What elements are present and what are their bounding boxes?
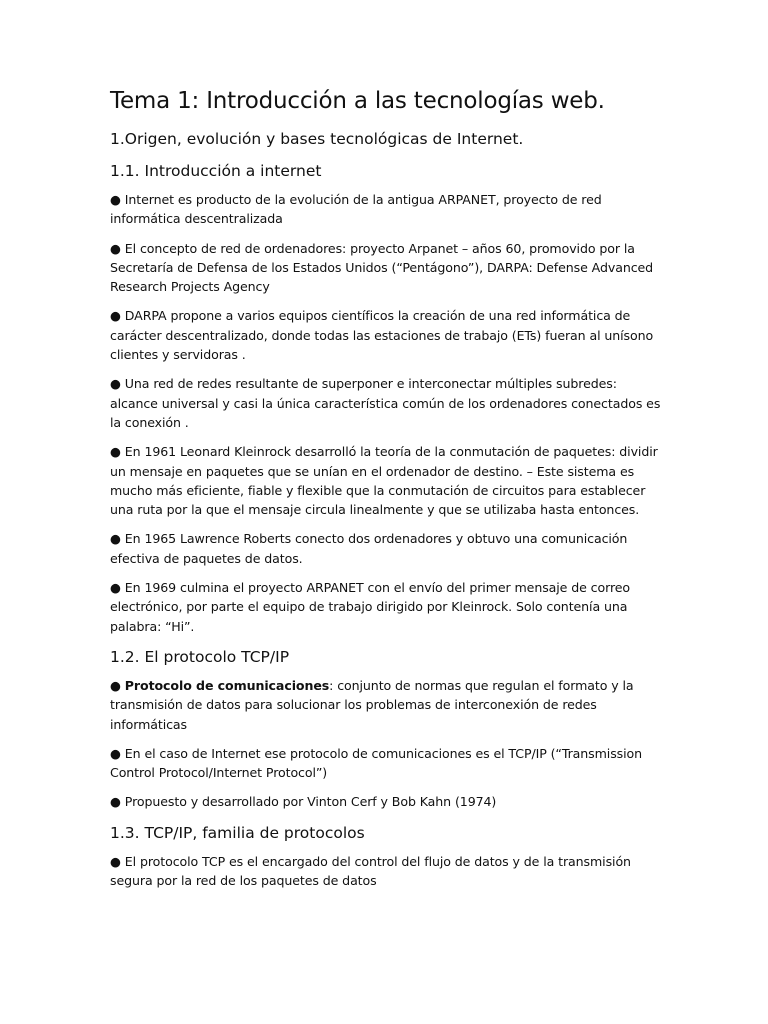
- bullet-paragraph: [110, 306, 662, 364]
- bullet-paragraph: [110, 792, 662, 811]
- bullet-paragraph: [110, 442, 662, 519]
- bullet-icon: ●: [110, 192, 121, 207]
- bullet-icon: ●: [110, 531, 121, 547]
- paragraph-text: El concepto de red de ordenadores: proyecto Arpanet – años 60, promovido por la Secretaría de Defensa de los Estados Unidos (“Pentágono”), DARPA: Defense Advanced Research Projects Agency: [110, 240, 654, 295]
- document-page: [110, 86, 662, 900]
- bullet-paragraph: [110, 744, 662, 783]
- bullet-paragraph: [110, 239, 662, 297]
- subsection-heading: 1.1. Introducción a internet: [110, 162, 322, 180]
- bullet-paragraph: [110, 852, 662, 891]
- bullet-paragraph: [110, 529, 662, 568]
- paragraph-text: En 1961 Leonard Kleinrock desarrolló la teoría de la conmutación de paquetes: dividir un mensaje en paquetes que se unían en el ordenador de destino. – Este sistema es mucho más eficiente, fiable y flexible que la conmutación de circuitos para establecer una ruta por la que el mensaje circula linealmente y que se utilizaba hasta entonces.: [110, 444, 658, 518]
- bullet-icon: ●: [110, 745, 121, 761]
- paragraph-text: : conjunto de normas que regulan el formato y la transmisión de datos para solucionar los problemas de interconexión de redes informáticas: [110, 677, 634, 732]
- paragraph-text: Internet es producto de la evolución de la antigua ARPANET, proyecto de red informática descentralizada: [110, 192, 602, 227]
- bullet-icon: ●: [110, 580, 121, 596]
- paragraph-text: DARPA propone a varios equipos científicos la creación de una red informática de carácter descentralizado, donde todas las estaciones de trabajo (ETs) fueran al unísono clientes y servidoras .: [110, 308, 654, 363]
- section-heading: 1.Origen, evolución y bases tecnológicas de Internet.: [110, 130, 524, 148]
- bullet-paragraph: [110, 190, 662, 229]
- paragraph-text: Propuesto y desarrollado por Vinton Cerf y Bob Kahn (1974): [124, 794, 497, 810]
- document-title: Tema 1: Introducción a las tecnologías web.: [110, 88, 605, 114]
- subsection-heading: 1.3. TCP/IP, familia de protocolos: [110, 823, 365, 842]
- bullet-paragraph: [110, 578, 662, 636]
- bullet-icon: ●: [110, 240, 121, 256]
- paragraph-text: El protocolo TCP es el encargado del control del flujo de datos y de la transmisión segura por la red de los paquetes de datos: [110, 853, 631, 889]
- bullet-icon: ●: [110, 308, 121, 324]
- bullet-paragraph: [110, 374, 662, 432]
- paragraph-text: En 1969 culmina el proyecto ARPANET con el envío del primer mensaje de correo electrónico, por parte el equipo de trabajo dirigido por Kleinrock. Solo contenía una palabra: “Hi”.: [110, 580, 631, 634]
- bullet-icon: ●: [110, 853, 121, 869]
- bullet-paragraph: [110, 676, 662, 734]
- bullet-icon: ●: [110, 444, 121, 460]
- subsection-heading: 1.2. El protocolo TCP/IP: [110, 647, 290, 666]
- bullet-icon: ●: [110, 677, 121, 693]
- bullet-icon: ●: [110, 794, 121, 810]
- paragraph-text: En el caso de Internet ese protocolo de comunicaciones es el TCP/IP (“Transmission Control Protocol/Internet Protocol”): [110, 745, 643, 781]
- paragraph-text: Una red de redes resultante de superponer e interconectar múltiples subredes: alcance universal y casi la única característica común de los ordenadores conectados es la conexión .: [110, 376, 661, 430]
- bold-term: Protocolo de comunicaciones: [124, 677, 330, 693]
- paragraph-text: En 1965 Lawrence Roberts conecto dos ordenadores y obtuvo una comunicación efectiva de paquetes de datos.: [110, 531, 628, 566]
- bullet-icon: ●: [110, 376, 121, 392]
